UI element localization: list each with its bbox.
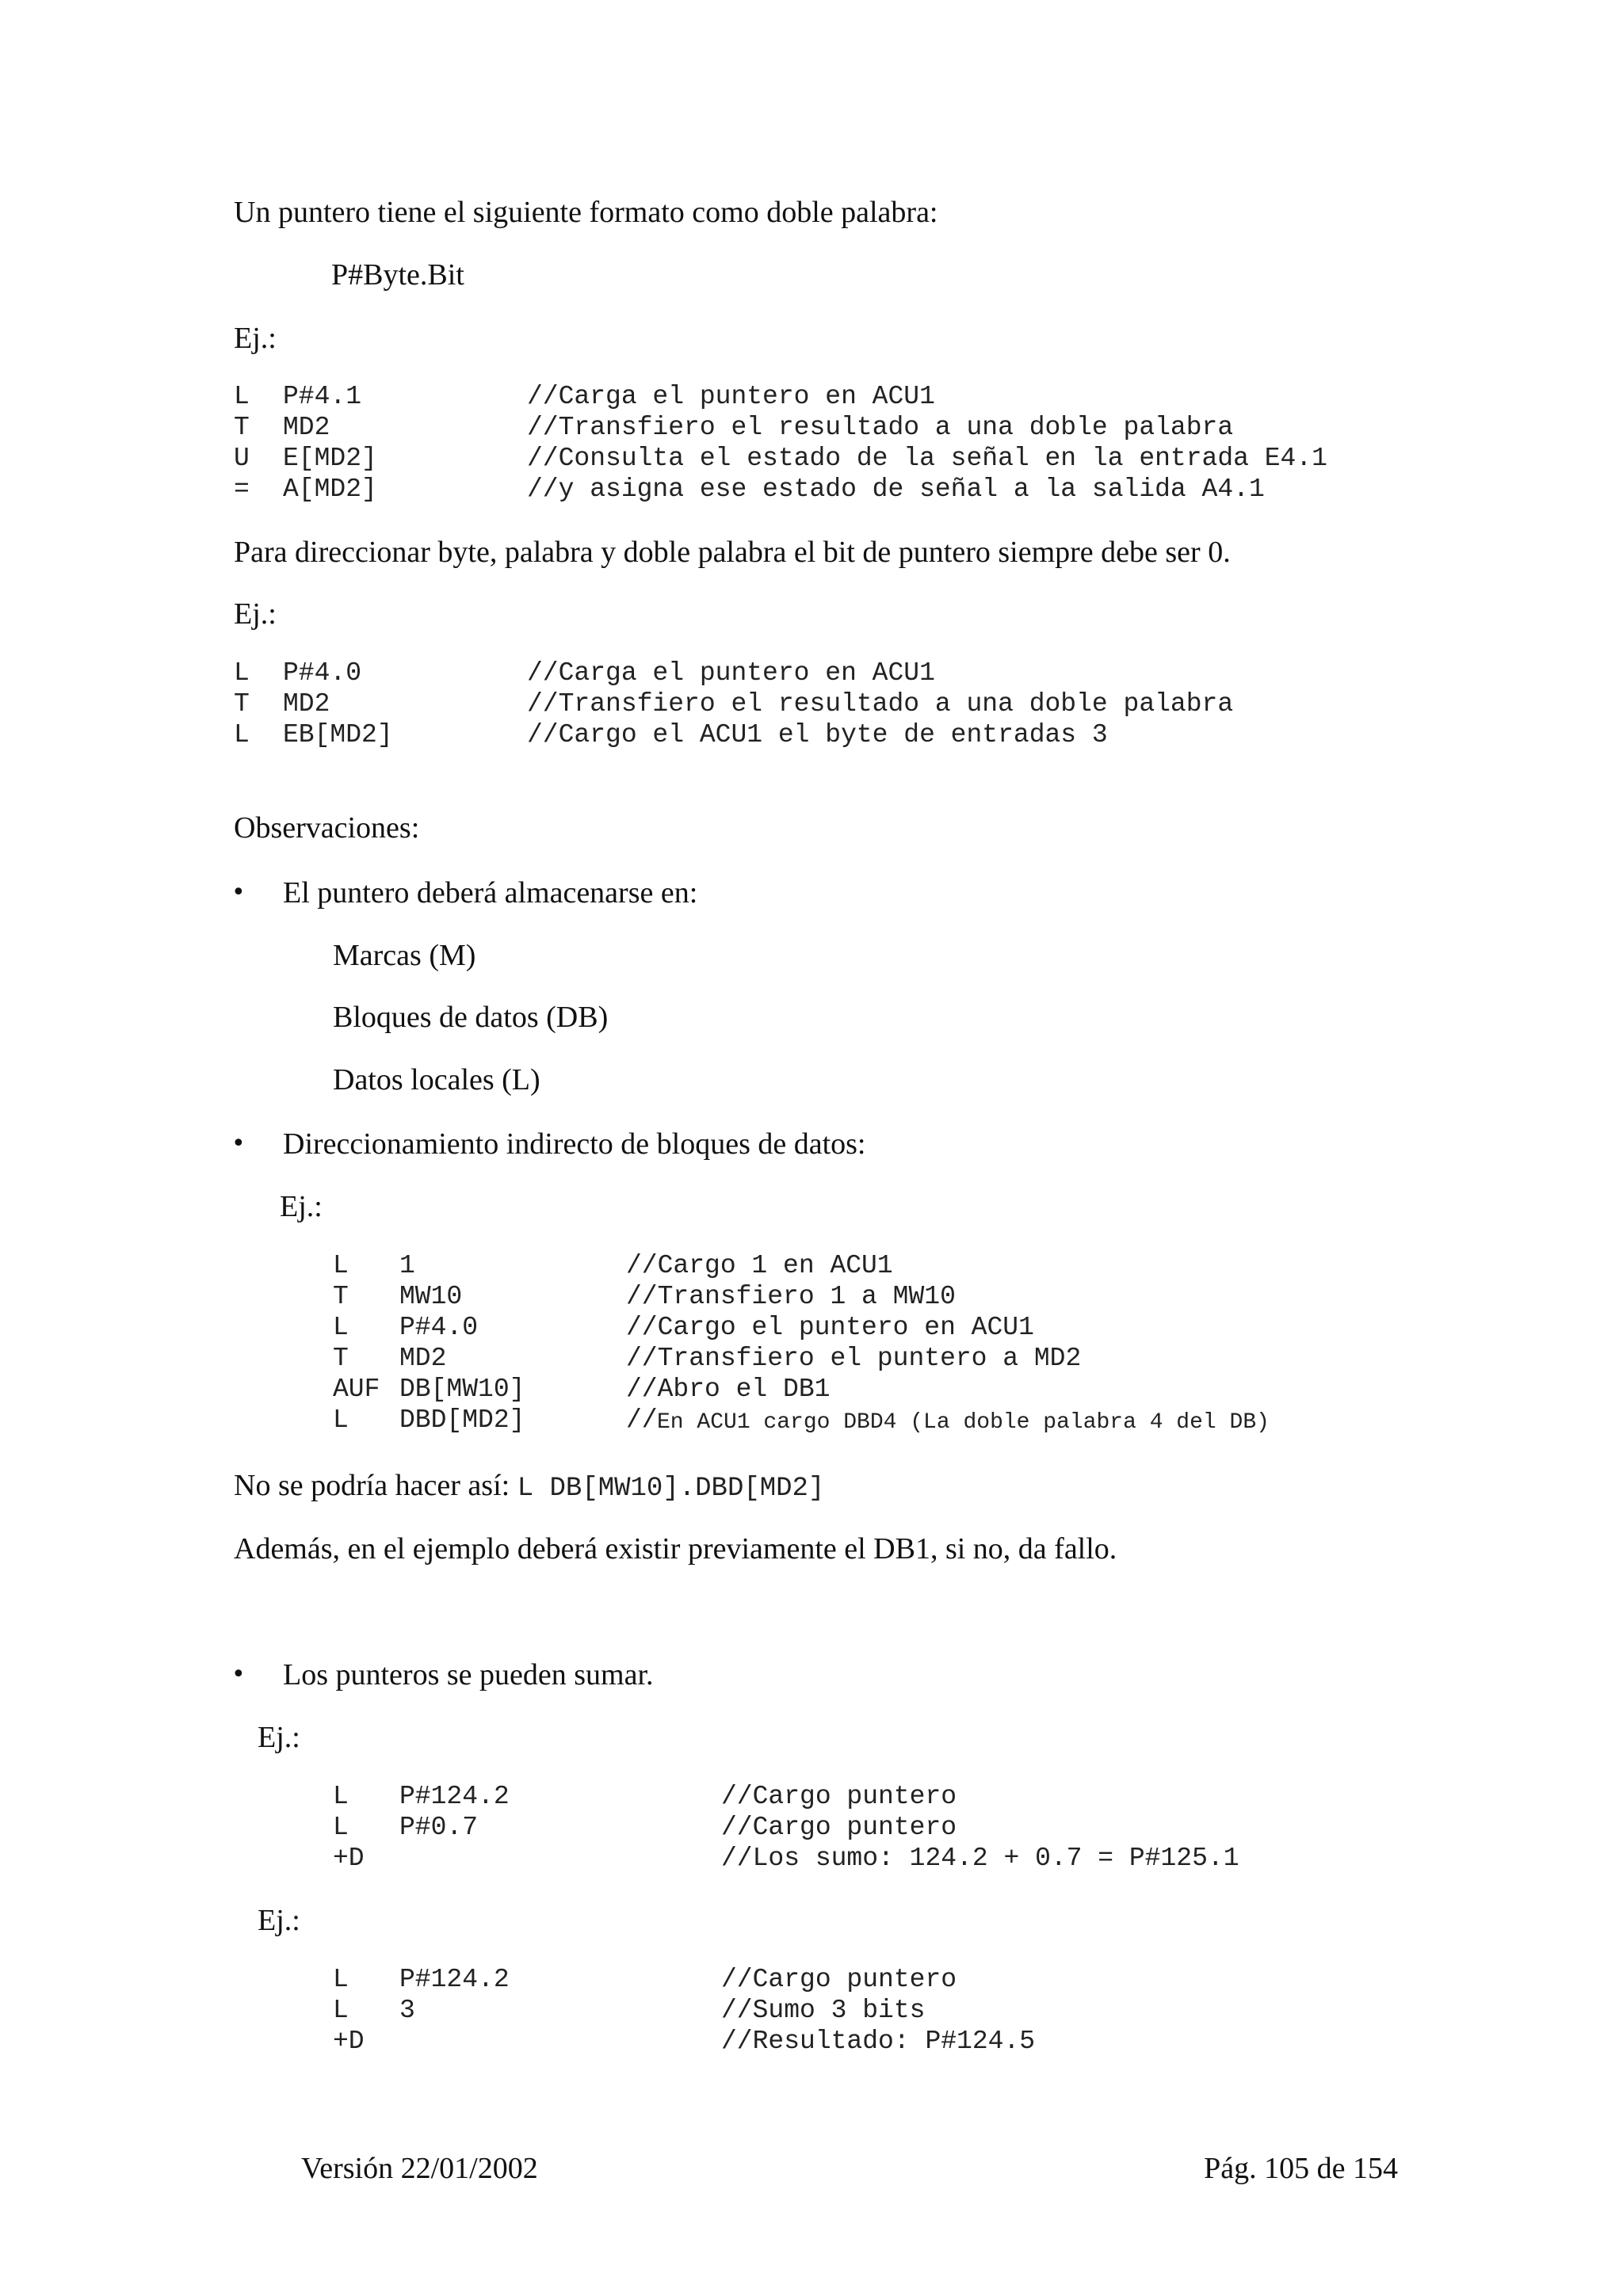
code-op: L: [333, 1965, 349, 1994]
paragraph-bit-zero: Para direccionar byte, palabra y doble palabra el bit de puntero siempre debe ser 0.: [234, 536, 1231, 569]
code-comment-prefix: //: [626, 1405, 658, 1435]
code-comment: //y asigna ese estado de señal a la salida A4.1: [527, 475, 1265, 504]
code-line: [333, 1843, 1442, 1874]
code-arg: P#4.1: [283, 382, 362, 411]
bullet-indirect-db: Direccionamiento indirecto de bloques de datos:: [283, 1127, 866, 1161]
code-op: L: [234, 658, 250, 688]
no-se-text: No se podría hacer así:: [234, 1469, 517, 1502]
code-op: +D: [333, 1844, 365, 1873]
code-comment: //Transfiero 1 a MW10: [626, 1282, 956, 1311]
example-label-2: Ej.:: [234, 597, 277, 631]
bullet-pointer-sum: Los punteros se pueden sumar.: [283, 1658, 654, 1691]
bullet-marker: •: [231, 879, 246, 906]
code-comment: //Cargo 1 en ACU1: [626, 1251, 893, 1280]
code-arg: MD2: [283, 413, 330, 442]
code-line: [333, 1812, 1442, 1843]
code-comment: //Carga el puntero en ACU1: [527, 382, 935, 411]
code-line: [234, 443, 1423, 474]
code-comment: //Consulta el estado de la señal en la entrada E4.1: [527, 444, 1327, 473]
code-arg: P#4.0: [399, 1313, 479, 1342]
code-arg: DB[MW10]: [399, 1375, 525, 1404]
code-arg: 3: [399, 1996, 415, 2025]
code-arg: P#4.0: [283, 658, 362, 688]
code-arg: MD2: [283, 689, 330, 719]
code-op: L: [333, 1782, 349, 1811]
code-op: U: [234, 444, 250, 473]
code-line: [234, 474, 1423, 505]
footer-page-number: Pág. 105 de 154: [1204, 2152, 1398, 2185]
code-line: [333, 1281, 1442, 1312]
code-comment: //Transfiero el resultado a una doble palabra: [527, 689, 1234, 719]
code-arg: P#124.2: [399, 1782, 510, 1811]
code-comment: //Transfiero el resultado a una doble palabra: [527, 413, 1234, 442]
code-comment: En ACU1 cargo DBD4 (La doble palabra 4 del DB): [657, 1410, 1270, 1435]
code-op: T: [234, 413, 250, 442]
example-label-5: Ej.:: [258, 1904, 300, 1937]
example-label-4: Ej.:: [258, 1721, 300, 1754]
code-op: L: [333, 1251, 349, 1280]
code-line: [234, 412, 1423, 443]
code-arg: MD2: [399, 1344, 447, 1373]
code-op: L: [333, 1996, 349, 2025]
code-op: L: [234, 382, 250, 411]
code-line: [333, 1405, 1442, 1436]
code-comment: //Resultado: P#124.5: [721, 2027, 1036, 2056]
code-op: +D: [333, 2027, 365, 2056]
code-arg: DBD[MD2]: [399, 1405, 525, 1435]
code-arg: MW10: [399, 1282, 463, 1311]
bullet-storage: El puntero deberá almacenarse en:: [283, 876, 698, 910]
example-label-3: Ej.:: [280, 1190, 323, 1223]
code-line: [234, 381, 1423, 412]
code-comment: //Cargo el ACU1 el byte de entradas 3: [527, 720, 1108, 749]
code-comment: //Cargo puntero: [721, 1782, 957, 1811]
code-line: [234, 688, 1423, 719]
code-comment: //Cargo el puntero en ACU1: [626, 1313, 1034, 1342]
code-line: [234, 658, 1423, 688]
ademas-paragraph: Además, en el ejemplo deberá existir previamente el DB1, si no, da fallo.: [234, 1532, 1117, 1566]
pointer-format: P#Byte.Bit: [331, 258, 464, 292]
no-se-podria-line: [234, 1467, 824, 1507]
code-comment: //Abro el DB1: [626, 1375, 831, 1404]
example-label-1: Ej.:: [234, 322, 277, 355]
code-op: L: [234, 720, 250, 749]
code-line: [333, 1374, 1442, 1405]
code-line: [333, 2026, 1442, 2057]
footer-version: Versión 22/01/2002: [301, 2152, 538, 2185]
code-op: L: [333, 1313, 349, 1342]
code-op: T: [333, 1282, 349, 1311]
code-arg: P#124.2: [399, 1965, 510, 1994]
code-line: [333, 1995, 1442, 2026]
code-line: [333, 1343, 1442, 1374]
code-line: [333, 1312, 1442, 1343]
code-op: L: [333, 1813, 349, 1842]
code-line: [333, 1250, 1442, 1281]
code-arg: EB[MD2]: [283, 720, 393, 749]
code-arg: P#0.7: [399, 1813, 479, 1842]
code-line: [234, 719, 1423, 750]
bullet-marker: •: [231, 1130, 246, 1158]
code-line: [333, 1781, 1442, 1812]
code-comment: //Transfiero el puntero a MD2: [626, 1344, 1082, 1373]
code-op: T: [333, 1344, 349, 1373]
code-comment: //Cargo puntero: [721, 1813, 957, 1842]
intro-paragraph: Un puntero tiene el siguiente formato como doble palabra:: [234, 196, 938, 229]
code-op: T: [234, 689, 250, 719]
no-se-code: L DB[MW10].DBD[MD2]: [517, 1474, 825, 1504]
code-comment: //Carga el puntero en ACU1: [527, 658, 935, 688]
storage-item: Marcas (M): [333, 939, 476, 972]
code-arg: A[MD2]: [283, 475, 377, 504]
storage-item: Bloques de datos (DB): [333, 1001, 609, 1034]
code-op: AUF: [333, 1375, 380, 1404]
code-op: =: [234, 475, 250, 504]
code-comment: //Los sumo: 124.2 + 0.7 = P#125.1: [721, 1844, 1239, 1873]
code-comment: //Sumo 3 bits: [721, 1996, 926, 2025]
code-arg: E[MD2]: [283, 444, 377, 473]
code-op: L: [333, 1405, 349, 1435]
code-arg: 1: [399, 1251, 415, 1280]
observaciones-heading: Observaciones:: [234, 811, 420, 845]
bullet-marker: •: [231, 1661, 246, 1688]
code-line: [333, 1964, 1442, 1995]
storage-item: Datos locales (L): [333, 1063, 540, 1097]
code-comment: //Cargo puntero: [721, 1965, 957, 1994]
